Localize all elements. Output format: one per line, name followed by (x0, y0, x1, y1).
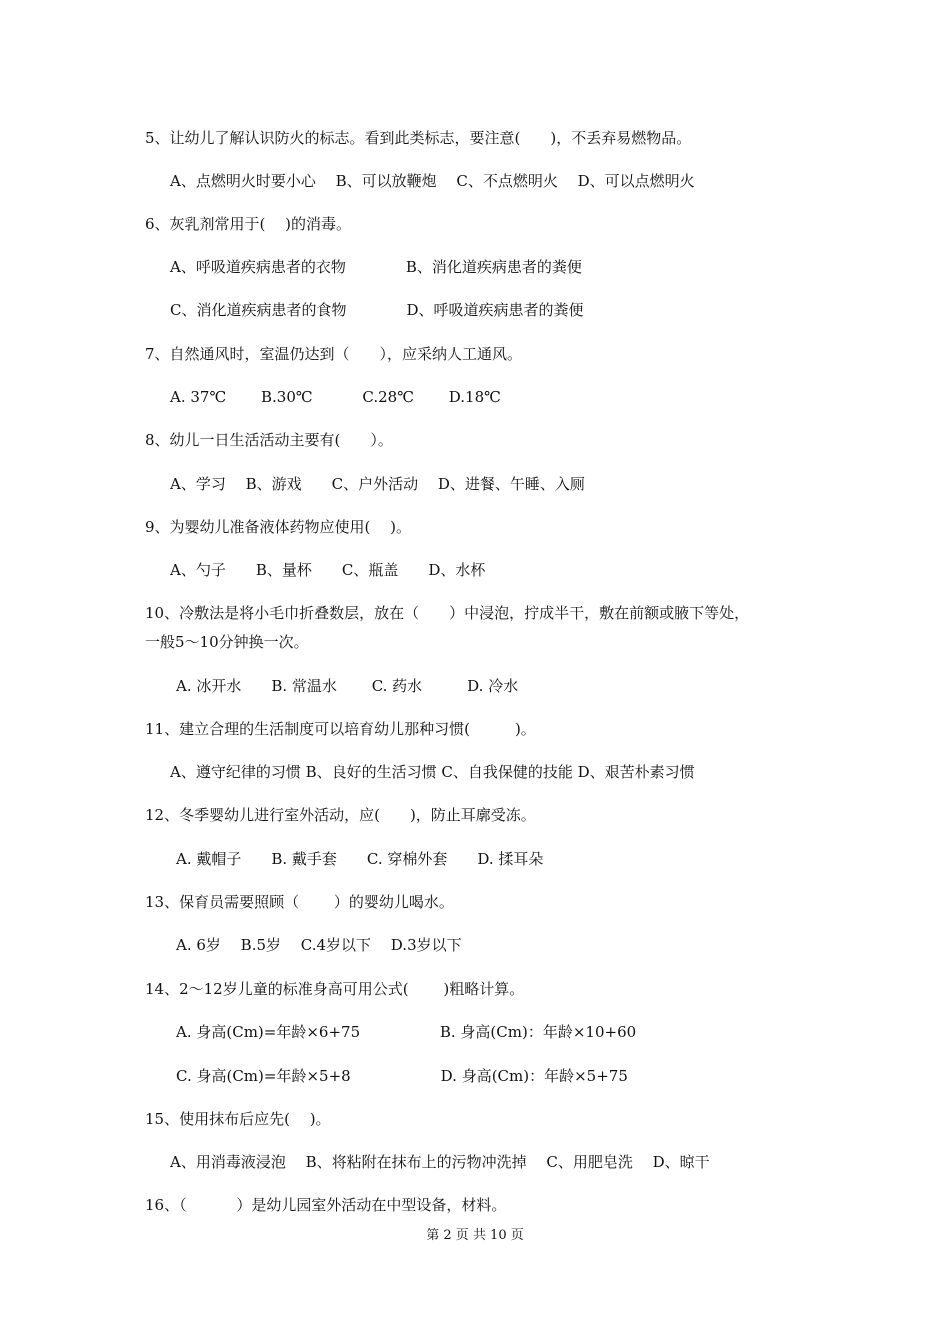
question-13-options: A. 6岁 B.5岁 C.4岁以下 D.3岁以下 (176, 936, 462, 954)
question-8-stem: 8、幼儿一日生活活动主要有( ）。 (145, 431, 393, 449)
question-11-stem: 11、建立合理的生活制度可以培育幼儿那种习惯( )。 (145, 720, 536, 738)
question-10-stem-2: 一般5～10分钟换一次。 (145, 633, 309, 651)
question-12-options: A. 戴帽子 B. 戴手套 C. 穿棉外套 D. 揉耳朵 (176, 850, 544, 868)
question-7-options: A. 37℃ B.30℃ C.28℃ D.18℃ (170, 388, 501, 406)
question-15-stem: 15、使用抹布后应先( )。 (145, 1110, 331, 1128)
question-9-options: A、勺子 B、量杯 C、瓶盖 D、水杯 (170, 561, 486, 579)
question-14-stem: 14、2～12岁儿童的标准身高可用公式( )粗略计算。 (145, 980, 525, 998)
question-8-options: A、学习 B、游戏 C、户外活动 D、进餐、午睡、入厕 (170, 475, 585, 493)
question-12-stem: 12、冬季婴幼儿进行室外活动，应( )，防止耳廓受冻。 (145, 806, 536, 824)
question-7-stem: 7、自然通风时，室温仍达到（ ），应采纳人工通风。 (145, 345, 523, 363)
question-6-stem: 6、灰乳剂常用于( )的消毒。 (145, 215, 352, 233)
question-6-options-1: A、呼吸道疾病患者的衣物 B、消化道疾病患者的粪便 (170, 258, 582, 276)
page-number-footer: 第 2 页 共 10 页 (426, 1228, 524, 1243)
question-5-options: A、点燃明火时要小心 B、可以放鞭炮 C、不点燃明火 D、可以点燃明火 (170, 172, 695, 190)
question-10-options: A. 冰开水 B. 常温水 C. 药水 D. 冷水 (176, 677, 519, 695)
question-14-options-2: C. 身高(Cm)=年龄×5+8 D. 身高(Cm)：年龄×5+75 (176, 1067, 628, 1085)
question-15-options: A、用消毒液浸泡 B、将粘附在抹布上的污物冲洗掉 C、用肥皂洗 D、晾干 (170, 1153, 710, 1171)
question-14-options-1: A. 身高(Cm)=年龄×6+75 B. 身高(Cm)：年龄×10+60 (176, 1023, 637, 1041)
question-10-stem-1: 10、冷敷法是将小毛巾折叠数层，放在（ ）中浸泡，拧成半干，敷在前额或腋下等处， (145, 604, 750, 622)
question-13-stem: 13、保育员需要照顾（ ）的婴幼儿喝水。 (145, 893, 454, 911)
question-6-options-2: C、消化道疾病患者的食物 D、呼吸道疾病患者的粪便 (170, 301, 584, 319)
question-5-stem: 5、让幼儿了解认识防火的标志。看到此类标志，要注意( )，不丢弃易燃物品。 (145, 129, 692, 147)
question-11-options: A、遵守纪律的习惯 B、良好的生活习惯 C、自我保健的技能 D、艰苦朴素习惯 (170, 763, 695, 781)
question-16-stem: 16、（ ）是幼儿园室外活动在中型设备，材料。 (145, 1196, 507, 1214)
question-9-stem: 9、为婴幼儿准备液体药物应使用( )。 (145, 518, 412, 536)
